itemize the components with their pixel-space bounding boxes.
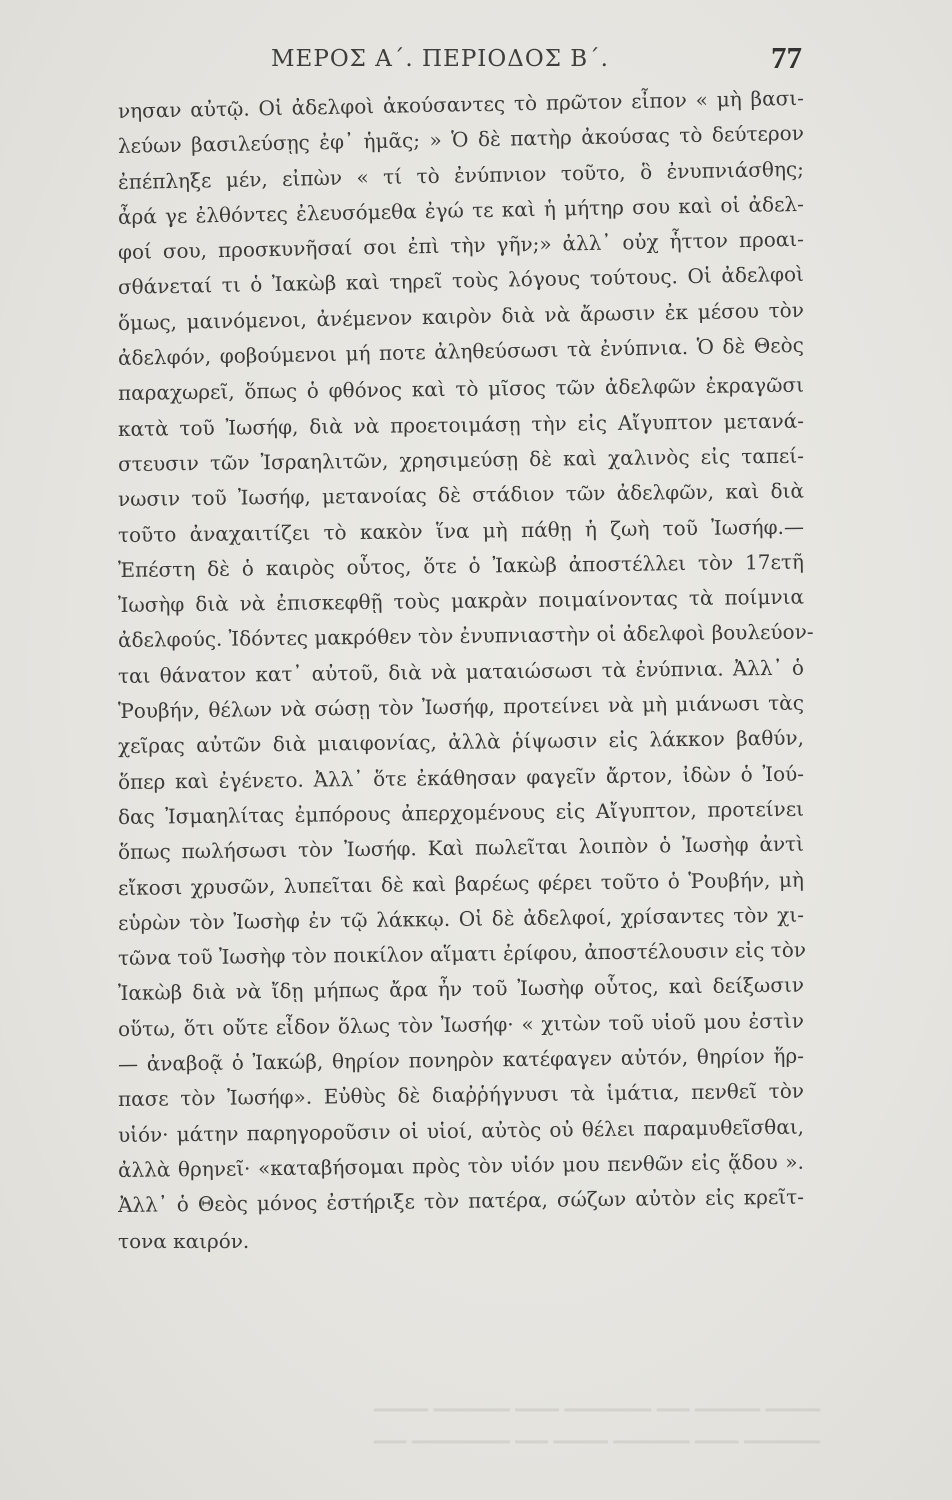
text-line: λεύων βασιλεύσῃς ἐφ᾽ ἡμᾶς; » Ὁ δὲ πατὴρ ἀκούσας τὸ δεύτερον (117, 121, 805, 159)
text-line: φοί σου, προσκυνῆσαί σοι ἐπὶ τὴν γῆν;» ἀλλ᾽ οὐχ ἧττον προαι- (117, 227, 805, 265)
text-line: Ἐπέστη δὲ ὁ καιρὸς οὗτος, ὅτε ὁ Ἰακὼβ ἀποστέλλει τὸν 17ετῆ (117, 549, 805, 582)
text-line: τῶνα τοῦ Ἰωσὴφ τὸν ποικίλον αἵματι ἐρίφου, ἀποστέλουσιν εἰς τὸν (117, 937, 807, 971)
page-header (0, 40, 952, 80)
text-line: παραχωρεῖ, ὅπως ὁ φθόνος καὶ τὸ μῖσος τῶν ἀδελφῶν ἐκραγῶσι (117, 372, 805, 406)
text-line: νησαν αὐτῷ. Οἱ ἀδελφοὶ ἀκούσαντες τὸ πρῶτον εἶπον « μὴ βασι- (117, 85, 805, 123)
text-line: εὑρὼν τὸν Ἰωσὴφ ἐν τῷ λάκκῳ. Οἱ δὲ ἀδελφοί, χρίσαντες τὸν χι- (117, 902, 805, 935)
text-line: Ἰωσὴφ διὰ νὰ ἐπισκεφθῇ τοὺς μακρὰν ποιμαίνοντας τὰ ποίμνια (117, 584, 805, 618)
text-line: χεῖρας αὐτῶν διὰ μιαιφονίας, ἀλλὰ ῥίψωσιν εἰς λάκκον βαθύν, (117, 725, 805, 759)
text-line: στευσιν τῶν Ἰσραηλιτῶν, χρησιμεύσῃ δὲ καὶ χαλινὸς εἰς ταπεί- (117, 443, 805, 476)
text-line: νωσιν τοῦ Ἰωσήφ, μετανοίας δὲ στάδιον τῶν ἀδελφῶν, καὶ διὰ (117, 478, 805, 512)
text-line: ὅμως, μαινόμενοι, ἀνέμενον καιρὸν διὰ νὰ ἄρωσιν ἐκ μέσου τὸν (117, 297, 805, 335)
text-line: ἀλλὰ θρηνεῖ· «καταβήσομαι πρὸς τὸν υἱόν μου πενθῶν εἰς ᾅδου ». (117, 1149, 805, 1182)
text-line: τονα καιρόν. (118, 1228, 250, 1253)
text-line: Ἀλλ᾽ ὁ Θεὸς μόνος ἐστήριξε τὸν πατέρα, σώζων αὐτὸν εἰς κρεῖτ- (117, 1184, 805, 1218)
running-title: ΜΕΡΟΣ Α΄. ΠΕΡΙΟΔΟΣ Β΄. (271, 46, 609, 72)
text-line: εἴκοσι χρυσῶν, λυπεῖται δὲ καὶ βαρέως φέρει τοῦτο ὁ Ῥουβήν, μὴ (117, 867, 805, 900)
text-line: — ἀναβοᾷ ὁ Ἰακώβ, θηρίον πονηρὸν κατέφαγεν αὐτόν, θηρίον ἥρ- (117, 1043, 805, 1077)
text-line: κατὰ τοῦ Ἰωσήφ, διὰ νὰ προετοιμάσῃ τὴν εἰς Αἴγυπτον μετανά- (117, 408, 805, 441)
text-line: πασε τὸν Ἰωσήφ». Εὐθὺς δὲ διαῤῥήγνυσι τὰ ἱμάτια, πενθεῖ τὸν (117, 1078, 805, 1112)
text-line: τοῦτο ἀναχαιτίζει τὸ κακὸν ἵνα μὴ πάθῃ ἡ ζωὴ τοῦ Ἰωσήφ.— (117, 514, 805, 547)
text-line: Ῥουβήν, θέλων νὰ σώσῃ τὸν Ἰωσήφ, προτείνει νὰ μὴ μιάνωσι τὰς (117, 690, 805, 724)
body-text (117, 85, 814, 1259)
text-line: ὅπερ καὶ ἐγένετο. Ἀλλ᾽ ὅτε ἐκάθησαν φαγεῖν ἄρτον, ἰδὼν ὁ Ἰού- (117, 761, 805, 794)
text-line: ὅπως πωλήσωσι τὸν Ἰωσήφ. Καὶ πωλεῖται λοιπὸν ὁ Ἰωσὴφ ἀντὶ (117, 831, 805, 865)
text-line: δας Ἰσμαηλίτας ἐμπόρους ἀπερχομένους εἰς Αἴγυπτον, προτείνει (117, 796, 805, 829)
text-line: σθάνεταί τι ὁ Ἰακὼβ καὶ τηρεῖ τοὺς λόγους τούτους. Οἱ ἀδελφοὶ (117, 262, 805, 300)
page-number: 77 (771, 40, 802, 75)
show-through-texture: ━━━━━ ━━━━━━ ━━━ ━━━━━━━━ ━━━━ ━━━━━━━ ━━━━━ ━━━━━━━ ━━━━ ━━━━━━━ ━━━━━ ━━━ ━━━━━━━━━ ━━━ (373, 1400, 820, 1453)
text-line: ἐπέπληξε μέν, εἰπὼν « τί τὸ ἐνύπνιον τοῦτο, ὃ ἐνυπνιάσθης; (117, 156, 805, 194)
text-line: ἀδελφούς. Ἰδόντες μακρόθεν τὸν ἐνυπνιαστὴν οἱ ἀδελφοὶ βουλεύον- (117, 619, 814, 653)
text-line: ται θάνατον κατ᾽ αὐτοῦ, διὰ νὰ ματαιώσωσι τὰ ἐνύπνια. Ἀλλ᾽ ὁ (117, 655, 805, 688)
text-line: Ἰακὼβ διὰ νὰ ἴδῃ μήπως ἄρα ἦν τοῦ Ἰωσὴφ οὗτος, καὶ δείξωσιν (117, 973, 805, 1006)
text-line: ἆρά γε ἐλθόντες ἐλευσόμεθα ἐγώ τε καὶ ἡ μήτηρ σου καὶ οἱ ἀδελ- (117, 191, 805, 229)
text-line: οὕτω, ὅτι οὔτε εἶδον ὅλως τὸν Ἰωσήφ· « χιτὼν τοῦ υἱοῦ μου ἐστὶν (117, 1008, 805, 1041)
text-line: υἱόν· μάτην παρηγοροῦσιν οἱ υἱοί, αὐτὸς οὐ θέλει παραμυθεῖσθαι, (117, 1114, 805, 1147)
text-line: ἀδελφόν, φοβούμενοι μή ποτε ἀληθεύσωσι τὰ ἐνύπνια. Ὁ δὲ Θεὸς (117, 332, 805, 371)
